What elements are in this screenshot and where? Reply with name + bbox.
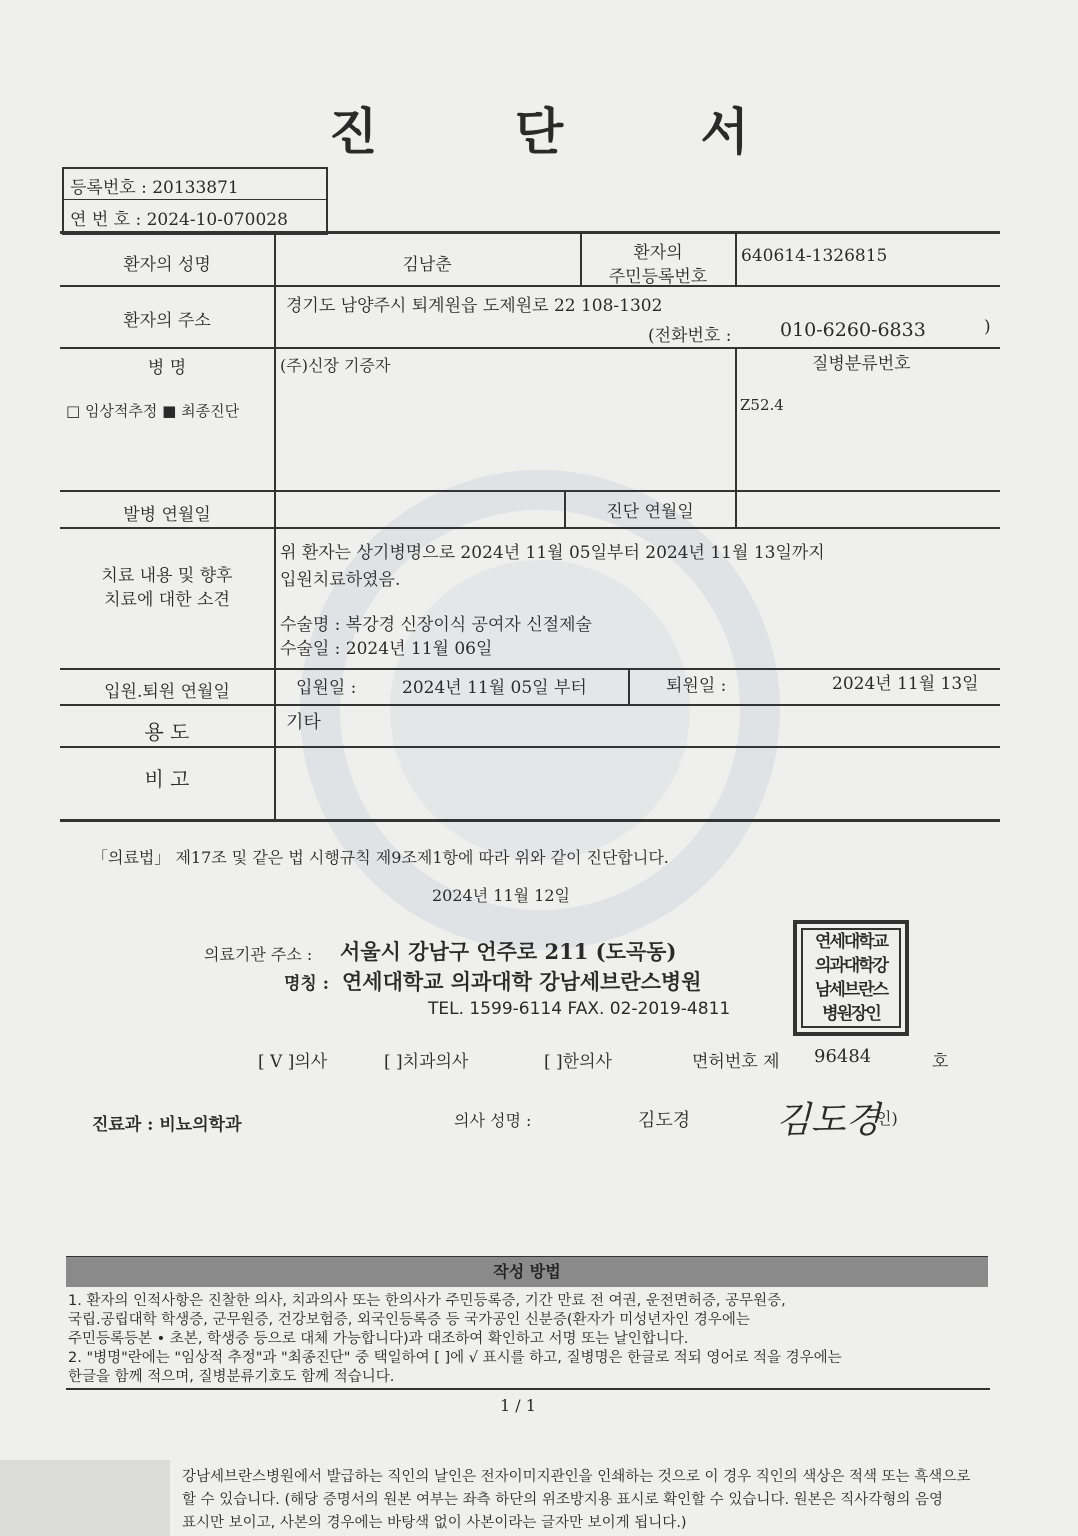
disease-label: 병 명: [147, 358, 187, 378]
institution-address: 서울시 강남구 언주로 211 (도곡동): [340, 939, 677, 964]
diagnosis-date-label: 진단 연월일: [606, 502, 694, 522]
guide-line-1: 1. 환자의 인적사항은 진찰한 의사, 치과의사 또는 한의사가 주민등록증, 기간 만료 전 여권, 운전면허증, 공무원증,: [68, 1293, 786, 1309]
department: 진료과 : 비뇨의학과: [92, 1115, 242, 1135]
serial-number: 연 번 호 : 2024-10-070028: [70, 210, 288, 230]
license-label: 면허번호 제: [692, 1052, 780, 1072]
footer-notice: [182, 1466, 1042, 1535]
emblem-center: [390, 560, 690, 860]
doctor-signature: 김도경: [776, 1100, 881, 1141]
patient-name: 김남춘: [402, 255, 452, 275]
doctor-type-oriental: [ ]한의사: [544, 1052, 612, 1072]
footer-line-1: 강남세브란스병원에서 발급하는 직인의 날인은 전자이미지관인을 인쇄하는 것으로 이 경우 직인의 색상은 적색 또는 흑색으로: [182, 1469, 971, 1485]
admission-label: 입원.퇴원 연월일: [104, 682, 230, 702]
footer-line-3: 표시만 보이고, 사본의 경우에는 바탕색 없이 사본이라는 글자만 보이게 됩니다.): [182, 1515, 687, 1531]
diagnosis-type-options: □ 임상적추정 ■ 최종진단: [66, 402, 240, 420]
institution-name: 연세대학교 의과대학 강남세브란스병원: [342, 969, 702, 994]
treatment-label-2: 치료에 대한 소견: [104, 590, 230, 610]
admission-in-date: 2024년 11월 05일 부터: [402, 678, 587, 698]
treatment-line-2: 입원치료하였음.: [280, 570, 401, 590]
license-number: 96484: [814, 1046, 872, 1067]
remarks-label: 비 고: [144, 767, 190, 791]
onset-date-label: 발병 연월일: [123, 505, 211, 525]
treatment-label-1: 치료 내용 및 향후: [101, 566, 233, 586]
table-top-border: [60, 231, 1000, 234]
license-suffix: 호: [932, 1052, 949, 1072]
registration-number: 등록번호 : 20133871: [70, 178, 239, 198]
surgery-date: 수술일 : 2024년 11월 06일: [280, 639, 493, 659]
guide-line-3: 주민등록등본 • 초본, 학생증 등으로 대체 가능합니다)과 대조하여 확인하고 서명 또는 날인합니다.: [68, 1331, 689, 1347]
doctor-name-label: 의사 성명 :: [454, 1111, 532, 1130]
purpose-value: 기타: [286, 712, 321, 733]
discharge-date: 2024년 11월 13일: [832, 674, 979, 694]
treatment-line-1: 위 환자는 상기병명으로 2024년 11월 05일부터 2024년 11월 13일까지: [280, 543, 825, 563]
anti-forgery-mark: [0, 1460, 170, 1536]
institution-address-label: 의료기관 주소 :: [204, 945, 313, 964]
disease-code: Z52.4: [740, 396, 784, 414]
document-title: 진 단 서: [329, 102, 809, 161]
resident-id-label-2: 주민등록번호: [608, 267, 708, 287]
patient-name-label: 환자의 성명: [123, 255, 211, 275]
phone-number: 010-6260-6833: [780, 319, 926, 341]
footer-line-2: 할 수 있습니다. (해당 증명서의 원본 여부는 좌측 하단의 위조방지용 표시로 확인할 수 있습니다. 원본은 직사각형의 음영: [182, 1492, 943, 1508]
guide-line-4: 2. "병명"란에는 "임상적 추정"과 "최종진단" 중 택일하여 [ ]에 √ 표시를 하고, 질병명은 한글로 적되 영어로 적을 경우에는: [68, 1350, 842, 1366]
surgery-name: 수술명 : 복강경 신장이식 공여자 신절제술: [280, 615, 592, 635]
address-label: 환자의 주소: [123, 311, 211, 331]
issue-date: 2024년 11월 12일: [432, 886, 570, 905]
disease-code-label: 질병분류번호: [812, 354, 911, 374]
patient-address: 경기도 남양주시 퇴계원읍 도제원로 22 108-1302: [286, 296, 663, 316]
guide-line-2: 국립.공립대학 학생증, 군무원증, 건강보험증, 외국인등록증 등 국가공인 신분증(환자가 미성년자인 경우에는: [68, 1312, 750, 1328]
page-number: 1 / 1: [500, 1396, 536, 1415]
doctor-name: 김도경: [638, 1110, 691, 1131]
legal-statement: 「의료법」 제17조 및 같은 법 시행규칙 제9조제1항에 따라 위와 같이 진단합니다.: [92, 848, 669, 867]
guide-line-5: 한글을 함께 적으며, 질병분류기호도 함께 적습니다.: [68, 1369, 395, 1385]
institution-name-label: 명칭 :: [284, 974, 330, 994]
phone-close: ): [984, 317, 991, 337]
admission-in-label: 입원일 :: [296, 678, 357, 698]
official-seal-stamp: 연세대학교 의과대학강 남세브란스 병원장인: [793, 920, 909, 1036]
resident-id-number: 640614-1326815: [741, 246, 888, 266]
guide-title: 작성 방법: [66, 1257, 988, 1287]
discharge-label: 퇴원일 :: [666, 676, 727, 696]
doctor-type-physician: [ V ]의사: [258, 1052, 328, 1072]
disease-name: (주)신장 기증자: [280, 356, 391, 375]
registration-box: [62, 167, 328, 235]
seal-mark: 인): [876, 1109, 898, 1128]
guide-text: [68, 1292, 998, 1387]
purpose-label: 용 도: [144, 720, 190, 744]
resident-id-label-1: 환자의: [633, 243, 683, 263]
table-bottom-border: [60, 819, 1000, 822]
doctor-type-dentist: [ ]치과의사: [384, 1052, 469, 1072]
institution-contact: TEL. 1599-6114 FAX. 02-2019-4811: [428, 999, 731, 1019]
phone-label: (전화번호 :: [648, 326, 732, 346]
